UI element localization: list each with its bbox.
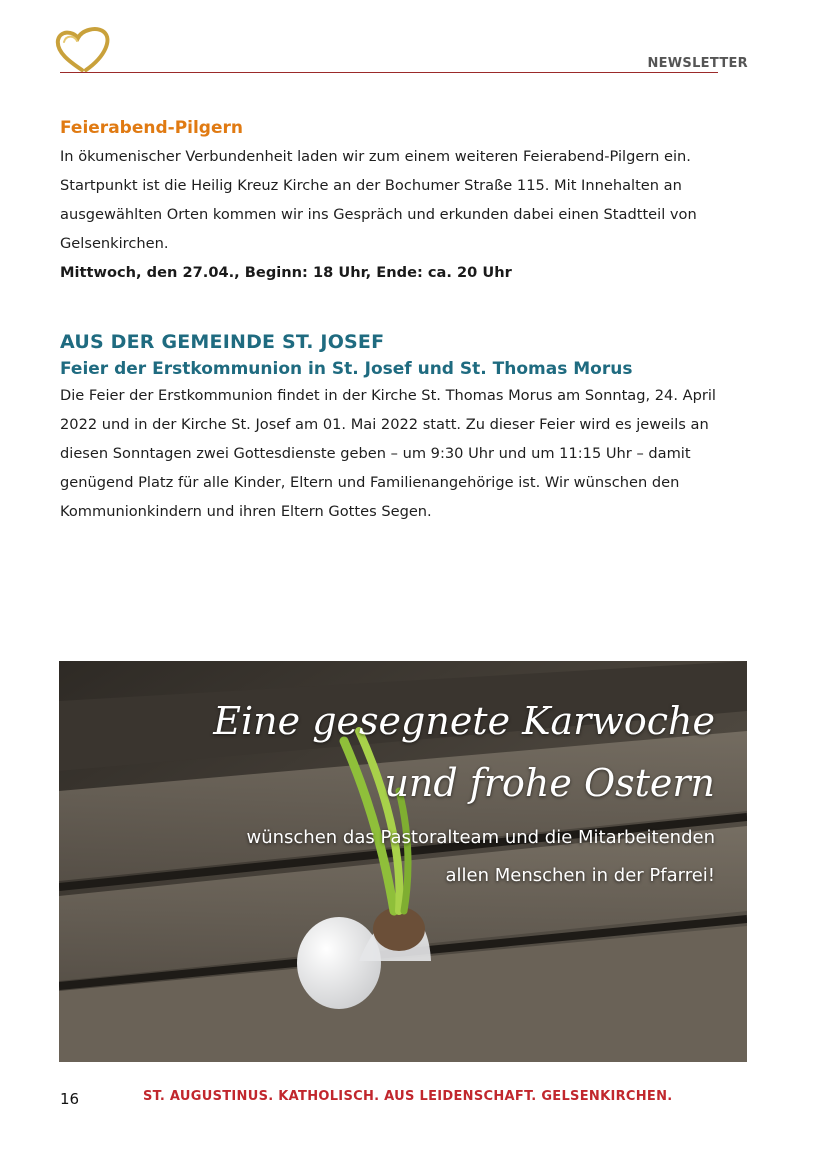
article-line: Startpunkt ist die Heilig Kreuz Kirche an der Bochumer Straße 115. Mit Innehalten an (60, 177, 682, 194)
footer-slogan: ST. AUGUSTINUS. KATHOLISCH. AUS LEIDENSCHAFT. GELSENKIRCHEN. (143, 1089, 673, 1104)
event-date: Mittwoch, den 27.04., Beginn: 18 Uhr, Ende: ca. 20 Uhr (60, 264, 512, 281)
greeting-script-line: und frohe Ostern (384, 761, 715, 805)
section-subtitle: Feier der Erstkommunion in St. Josef und St. Thomas Morus (60, 359, 633, 379)
section-line: Die Feier der Erstkommunion findet in der Kirche St. Thomas Morus am Sonntag, 24. April (60, 387, 716, 404)
section-line: Kommunionkindern und ihren Eltern Gottes Segen. (60, 503, 432, 520)
page-number: 16 (60, 1090, 80, 1108)
article-title: Feierabend-Pilgern (60, 118, 243, 138)
section-title: AUS DER GEMEINDE ST. JOSEF (60, 331, 385, 353)
header-label: NEWSLETTER (647, 56, 748, 71)
section-line: genügend Platz für alle Kinder, Eltern und Familienangehörige ist. Wir wünschen den (60, 474, 680, 491)
main-content (60, 118, 748, 526)
greeting-sub-line: wünschen das Pastoralteam und die Mitarbeitenden (246, 827, 715, 848)
article-line: In ökumenischer Verbundenheit laden wir zum einem weiteren Feierabend-Pilgern ein. (60, 148, 691, 165)
article-line: ausgewählten Orten kommen wir ins Gespräch und erkunden dabei einen Stadtteil von (60, 206, 697, 223)
easter-greeting-image (59, 661, 747, 1062)
greeting-script-line: Eine gesegnete Karwoche (213, 699, 715, 743)
gold-heart-icon (52, 26, 114, 74)
section-line: 2022 und in der Kirche St. Josef am 01. Mai 2022 statt. Zu dieser Feier wird es jeweils an (60, 416, 709, 433)
header-rule (60, 72, 718, 73)
greeting-sub-line: allen Menschen in der Pfarrei! (445, 865, 715, 886)
article-line: Gelsenkirchen. (60, 235, 169, 252)
section-line: diesen Sonntagen zwei Gottesdienste geben – um 9:30 Uhr und um 11:15 Uhr – damit (60, 445, 691, 462)
